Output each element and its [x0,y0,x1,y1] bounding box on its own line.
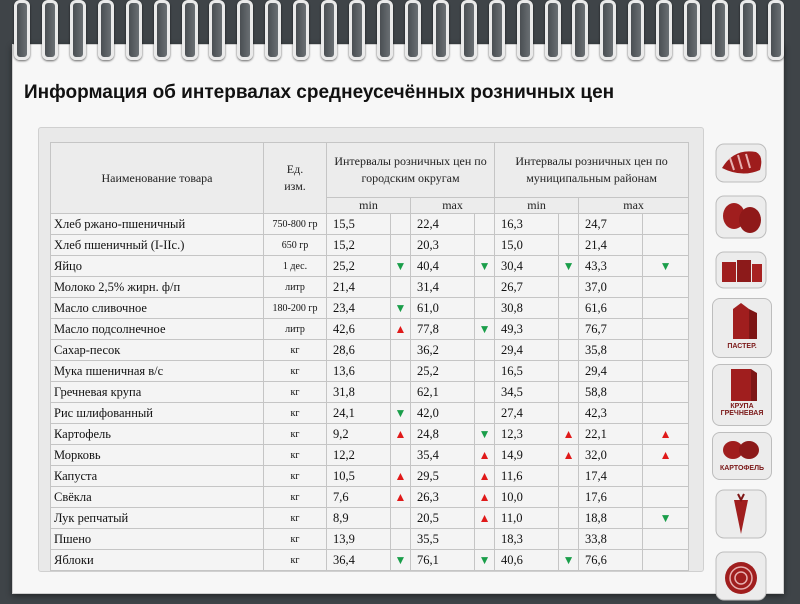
price-cell: 27,4 [495,403,559,424]
price-cell: 29,5 [411,466,475,487]
table-row [51,235,689,256]
table-row [51,466,689,487]
price-cell: 61,0 [411,298,475,319]
trend-arrow-icon [391,445,411,466]
price-cell: 22,4 [411,214,475,235]
trend-arrow-icon [559,487,579,508]
table-row [51,529,689,550]
price-cell: 21,4 [327,277,391,298]
price-cell: 40,4 [411,256,475,277]
page-title: Информация об интервалах среднеусечённых розничных цен [24,82,615,103]
price-cell: 24,1 [327,403,391,424]
price-cell: 25,2 [327,256,391,277]
trend-arrow-icon: ▼ [391,298,411,319]
milk-carton-icon [713,299,769,343]
price-cell: 28,6 [327,340,391,361]
header-municipal: Интервалы розничных цен по муниципальным районам [495,143,689,198]
price-cell: 24,7 [579,214,643,235]
header-urban: Интервалы розничных цен по городским округам [327,143,495,198]
price-cell: 25,2 [411,361,475,382]
trend-arrow-icon [643,403,689,424]
price-cell: 15,0 [495,235,559,256]
price-table [50,142,689,571]
trend-arrow-icon: ▲ [391,319,411,340]
trend-arrow-icon [559,214,579,235]
trend-arrow-icon [643,298,689,319]
trend-arrow-icon [643,382,689,403]
price-cell: 33,8 [579,529,643,550]
trend-arrow-icon [559,298,579,319]
price-cell: 13,6 [327,361,391,382]
trend-arrow-icon: ▲ [475,508,495,529]
potato-label: КАРТОФЕЛЬ [719,465,765,472]
trend-arrow-icon [559,403,579,424]
trend-arrow-icon [391,529,411,550]
trend-arrow-icon: ▲ [559,445,579,466]
trend-arrow-icon: ▼ [475,256,495,277]
price-cell: 14,9 [495,445,559,466]
trend-arrow-icon: ▲ [643,424,689,445]
trend-arrow-icon: ▲ [475,487,495,508]
trend-arrow-icon [643,214,689,235]
price-cell: 29,4 [495,340,559,361]
trend-arrow-icon [559,529,579,550]
product-name: Мука пшеничная в/с [51,361,264,382]
trend-arrow-icon: ▲ [391,424,411,445]
unit-cell: кг [264,340,327,361]
price-cell: 40,6 [495,550,559,571]
trend-arrow-icon [559,319,579,340]
price-cell: 11,6 [495,466,559,487]
butter-icon [712,248,770,292]
price-cell: 24,8 [411,424,475,445]
price-cell: 29,4 [579,361,643,382]
price-cell: 35,4 [411,445,475,466]
unit-cell: 180-200 гр [264,298,327,319]
trend-arrow-icon [643,487,689,508]
table-row [51,256,689,277]
trend-arrow-icon [475,361,495,382]
header-urban-min: min [327,198,411,214]
trend-arrow-icon [643,277,689,298]
trend-arrow-icon [643,466,689,487]
product-name: Морковь [51,445,264,466]
unit-cell: кг [264,424,327,445]
header-name: Наименование товара [51,143,264,214]
product-name: Рис шлифованный [51,403,264,424]
table-row [51,361,689,382]
trend-arrow-icon: ▲ [391,466,411,487]
product-name: Свёкла [51,487,264,508]
trend-arrow-icon: ▼ [475,550,495,571]
price-cell: 42,6 [327,319,391,340]
price-cell: 17,4 [579,466,643,487]
price-cell: 35,5 [411,529,475,550]
price-cell: 26,7 [495,277,559,298]
buckwheat-label-1: КРУПА [730,403,754,410]
trend-arrow-icon: ▼ [475,424,495,445]
table-row [51,214,689,235]
price-cell: 43,3 [579,256,643,277]
price-cell: 20,5 [411,508,475,529]
price-cell: 16,5 [495,361,559,382]
unit-cell: 750-800 гр [264,214,327,235]
table-row [51,550,689,571]
price-cell: 49,3 [495,319,559,340]
table-row [51,487,689,508]
trend-arrow-icon: ▼ [391,403,411,424]
price-cell: 30,8 [495,298,559,319]
product-name: Картофель [51,424,264,445]
buckwheat-pack-icon [713,365,769,403]
trend-arrow-icon [475,277,495,298]
trend-arrow-icon: ▲ [643,445,689,466]
price-cell: 10,5 [327,466,391,487]
price-cell: 62,1 [411,382,475,403]
table-row [51,277,689,298]
price-cell: 15,5 [327,214,391,235]
header-unit: Ед. изм. [264,143,327,214]
trend-arrow-icon [391,361,411,382]
unit-cell: кг [264,529,327,550]
buckwheat-label-2: ГРЕЧНЕВАЯ [720,410,764,417]
product-name: Хлеб пшеничный (I-IIс.) [51,235,264,256]
trend-arrow-icon: ▼ [559,550,579,571]
trend-arrow-icon [391,340,411,361]
trend-arrow-icon [559,340,579,361]
header-urban-max: max [411,198,495,214]
product-name: Яблоки [51,550,264,571]
trend-arrow-icon [559,466,579,487]
trend-arrow-icon: ▼ [391,256,411,277]
price-cell: 42,0 [411,403,475,424]
trend-arrow-icon [475,340,495,361]
unit-cell: кг [264,550,327,571]
price-cell: 58,8 [579,382,643,403]
trend-arrow-icon: ▼ [391,550,411,571]
unit-cell: кг [264,445,327,466]
price-cell: 16,3 [495,214,559,235]
product-name: Сахар-песок [51,340,264,361]
product-name: Масло подсолнечное [51,319,264,340]
trend-arrow-icon: ▼ [559,256,579,277]
trend-arrow-icon [559,361,579,382]
price-cell: 12,3 [495,424,559,445]
price-cell: 36,2 [411,340,475,361]
onion-icon [712,548,770,604]
trend-arrow-icon: ▼ [643,256,689,277]
trend-arrow-icon: ▼ [475,319,495,340]
price-cell: 10,0 [495,487,559,508]
product-name: Капуста [51,466,264,487]
price-cell: 9,2 [327,424,391,445]
trend-arrow-icon [643,361,689,382]
header-municipal-min: min [495,198,579,214]
trend-arrow-icon [475,214,495,235]
trend-arrow-icon [475,235,495,256]
price-cell: 15,2 [327,235,391,256]
unit-cell: литр [264,319,327,340]
product-name: Пшено [51,529,264,550]
table-row [51,508,689,529]
trend-arrow-icon [391,235,411,256]
price-cell: 35,8 [579,340,643,361]
trend-arrow-icon [391,508,411,529]
price-cell: 31,4 [411,277,475,298]
price-cell: 61,6 [579,298,643,319]
product-name: Яйцо [51,256,264,277]
trend-arrow-icon [643,529,689,550]
table-row [51,319,689,340]
price-cell: 76,7 [579,319,643,340]
price-cell: 77,8 [411,319,475,340]
price-cell: 12,2 [327,445,391,466]
trend-arrow-icon [391,277,411,298]
trend-arrow-icon [643,340,689,361]
price-cell: 42,3 [579,403,643,424]
price-cell: 13,9 [327,529,391,550]
side-illustrations [712,140,774,604]
price-cell: 18,8 [579,508,643,529]
price-cell: 30,4 [495,256,559,277]
price-cell: 32,0 [579,445,643,466]
table-body [51,214,689,571]
unit-cell: кг [264,403,327,424]
price-cell: 11,0 [495,508,559,529]
price-cell: 36,4 [327,550,391,571]
trend-arrow-icon: ▲ [559,424,579,445]
price-cell: 8,9 [327,508,391,529]
trend-arrow-icon [643,550,689,571]
trend-arrow-icon [643,235,689,256]
trend-arrow-icon [559,235,579,256]
trend-arrow-icon: ▲ [475,466,495,487]
trend-arrow-icon [559,382,579,403]
header-municipal-max: max [579,198,689,214]
trend-arrow-icon: ▲ [391,487,411,508]
price-cell: 20,3 [411,235,475,256]
table-row [51,424,689,445]
bread-icon [712,140,770,186]
trend-arrow-icon [475,529,495,550]
product-name: Молоко 2,5% жирн. ф/п [51,277,264,298]
unit-cell: кг [264,361,327,382]
price-cell: 76,6 [579,550,643,571]
unit-cell: кг [264,466,327,487]
price-cell: 17,6 [579,487,643,508]
price-cell: 21,4 [579,235,643,256]
milk-label: ПАСТЕР. [727,343,757,350]
price-cell: 26,3 [411,487,475,508]
price-cell: 7,6 [327,487,391,508]
eggs-icon [712,192,770,242]
notebook-rings [14,0,784,62]
trend-arrow-icon [559,508,579,529]
trend-arrow-icon [559,277,579,298]
table-row [51,403,689,424]
trend-arrow-icon: ▲ [475,445,495,466]
price-cell: 76,1 [411,550,475,571]
price-cell: 23,4 [327,298,391,319]
unit-cell: 650 гр [264,235,327,256]
table-row [51,298,689,319]
unit-cell: кг [264,487,327,508]
product-name: Масло сливочное [51,298,264,319]
price-cell: 22,1 [579,424,643,445]
trend-arrow-icon: ▼ [643,508,689,529]
price-cell: 34,5 [495,382,559,403]
unit-cell: кг [264,382,327,403]
unit-cell: 1 дес. [264,256,327,277]
trend-arrow-icon [475,382,495,403]
trend-arrow-icon [643,319,689,340]
product-name: Лук репчатый [51,508,264,529]
price-cell: 31,8 [327,382,391,403]
table-row [51,340,689,361]
product-name: Хлеб ржано-пшеничный [51,214,264,235]
price-cell: 18,3 [495,529,559,550]
table-row [51,445,689,466]
trend-arrow-icon [391,382,411,403]
trend-arrow-icon [391,214,411,235]
trend-arrow-icon [475,298,495,319]
carrot-icon [712,486,770,542]
table-row [51,382,689,403]
unit-cell: литр [264,277,327,298]
potato-icon [713,433,769,465]
unit-cell: кг [264,508,327,529]
trend-arrow-icon [475,403,495,424]
price-cell: 37,0 [579,277,643,298]
product-name: Гречневая крупа [51,382,264,403]
